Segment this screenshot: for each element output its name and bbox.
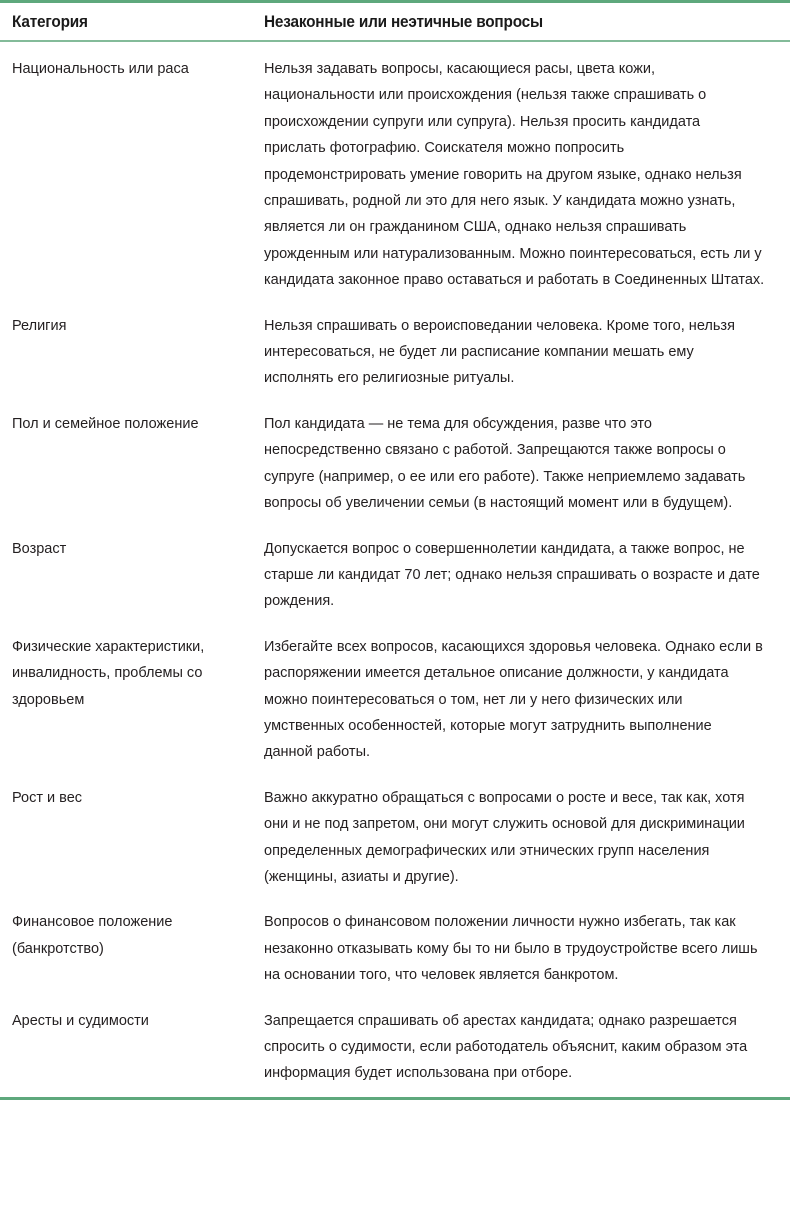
row-cell-description <box>252 785 790 891</box>
description-text: Нельзя задавать вопросы, касающиеся расы, цвета кожи, национальности или происхождения (нельзя также спрашивать о происхождении супруги или супруга). Нельзя просить кандидата прислать фотографию. Соискателя можно попросить продемонстрировать умение говорить на другом языке, однако нельзя спрашивать, родной ли это для него язык. У кандидата можно узнать, является ли он гражданином США, однако нельзя спрашивать урожденным или натурализованным. Можно поинтересоваться, есть ли у кандидата законное право оставаться и работать в Соединенных Штатах. <box>264 60 765 289</box>
table-row <box>0 634 790 785</box>
category-text: Возраст <box>12 539 67 557</box>
category-text: Физические характеристики, инвалидность, проблемы со здоровьем <box>12 637 205 708</box>
row-cell-category <box>0 411 252 437</box>
description-text: Нельзя спрашивать о вероисповедании человека. Кроме того, нельзя интересоваться, не будет ли расписание компании мешать ему исполнять его религиозные ритуалы. <box>264 316 735 387</box>
description-text: Пол кандидата — не тема для обсуждения, разве что это непосредственно связано с работой. Запрещаются также вопросы о супруге (например, о ее или его работе). Также неприемлемо задавать вопросы об увеличении семьи (в настоящий момент или в будущем). <box>264 414 746 512</box>
table-row <box>0 536 790 634</box>
description-text: Вопросов о финансовом положении личности нужно избегать, так как незаконно отказывать кому бы то ни было в трудоустройстве всего лишь на основании того, что человек является банкротом. <box>264 913 758 984</box>
header-cell-category <box>0 12 252 32</box>
header-label-category: Категория <box>12 13 88 31</box>
row-cell-description <box>252 536 790 615</box>
table-row <box>0 909 790 1007</box>
row-cell-category <box>0 634 252 713</box>
row-cell-category <box>0 1008 252 1034</box>
description-text: Важно аккуратно обращаться с вопросами о росте и весе, так как, хотя они и не под запретом, они могут служить основой для дискриминации определенных демографических или этнических групп населения (женщины, азиаты и другие). <box>264 788 745 885</box>
table-bottom-rule <box>0 1097 790 1100</box>
header-label-questions: Незаконные или неэтичные вопросы <box>264 13 543 31</box>
category-text: Финансовое положение (банкротство) <box>12 913 173 957</box>
table-body <box>0 42 790 1097</box>
header-cell-questions <box>252 12 790 32</box>
row-cell-description <box>252 56 790 294</box>
row-cell-description <box>252 1008 790 1087</box>
row-cell-category <box>0 536 252 562</box>
table-row <box>0 1008 790 1097</box>
category-text: Аресты и судимости <box>12 1011 149 1029</box>
category-text: Пол и семейное положение <box>12 414 199 432</box>
table-row <box>0 785 790 910</box>
table-header-row <box>0 3 790 40</box>
description-text: Допускается вопрос о совершеннолетии кандидата, а также вопрос, не старше ли кандидат 70 лет; однако нельзя спрашивать о возрасте и дате рождения. <box>264 539 760 610</box>
row-cell-description <box>252 634 790 766</box>
row-cell-category <box>0 785 252 811</box>
row-cell-description <box>252 313 790 392</box>
row-cell-description <box>252 411 790 517</box>
table-row <box>0 313 790 411</box>
description-text: Избегайте всех вопросов, касающихся здоровья человека. Однако если в распоряжении имеется детальное описание должности, у кандидата можно поинтересоваться о том, нет ли у него физических или умственных особенностей, которые могут затруднить выполнение данной работы. <box>264 637 763 761</box>
category-text: Религия <box>12 316 67 334</box>
description-text: Запрещается спрашивать об арестах кандидата; однако разрешается спросить о судимости, если работодатель объяснит, каким образом эта информация будет использована при отборе. <box>264 1011 748 1082</box>
table-row <box>0 50 790 313</box>
category-text: Рост и вес <box>12 788 83 806</box>
row-cell-category <box>0 56 252 82</box>
table-row <box>0 411 790 536</box>
row-cell-category <box>0 313 252 339</box>
row-cell-description <box>252 909 790 988</box>
category-text: Национальность или раса <box>12 60 189 77</box>
row-cell-category <box>0 909 252 962</box>
